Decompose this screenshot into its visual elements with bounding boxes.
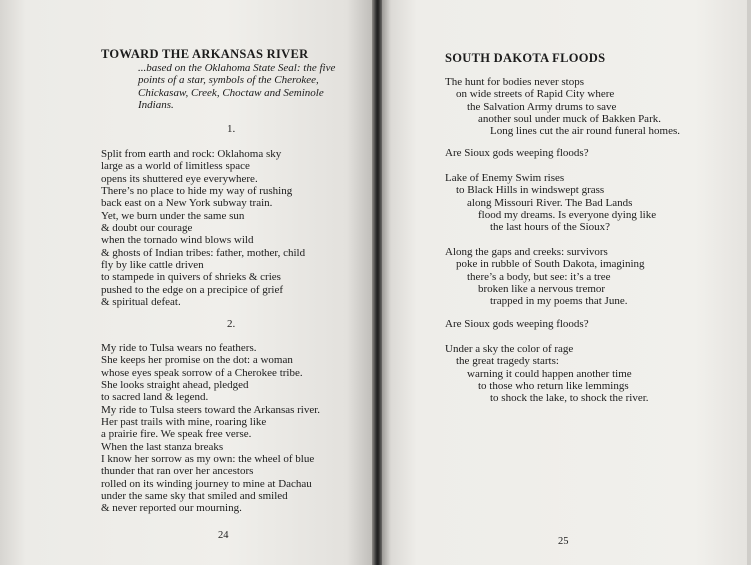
poem-line: when the tornado wind blows wild — [101, 234, 254, 247]
right-page — [377, 0, 751, 565]
page-number-left: 24 — [218, 530, 229, 541]
poem-title-south-dakota: SOUTH DAKOTA FLOODS — [445, 51, 606, 65]
poem-line: My ride to Tulsa steers toward the Arkansas river. — [101, 403, 321, 416]
stanza-3 — [445, 246, 645, 308]
section-2-stanza — [101, 342, 320, 515]
section-number-2: 2. — [227, 318, 236, 330]
poem-line: trapped in my poems that June. — [490, 295, 628, 308]
poem-line: pushed to the edge on a precipice of grief — [101, 283, 284, 296]
poem-line: under the same sky that smiled and smiled — [101, 490, 288, 503]
poem-line: When the last stanza breaks — [101, 440, 224, 453]
poem-line: & ghosts of Indian tribes: father, mother, child — [101, 246, 306, 259]
stanza-2 — [445, 172, 656, 234]
poem-line: There’s no place to hide my way of rushing — [101, 185, 293, 198]
poem-line: along Missouri River. The Bad Lands — [467, 196, 633, 209]
section-1-stanza — [101, 148, 305, 308]
poem-line: My ride to Tulsa wears no feathers. — [101, 342, 257, 354]
section-number-1: 1. — [227, 123, 236, 135]
poem-line: the great tragedy starts: — [456, 355, 559, 368]
poem-line: there’s a body, but see: it’s a tree — [467, 270, 611, 283]
stanza-4 — [445, 343, 649, 405]
poem-line: I know her sorrow as my own: the wheel of blue — [101, 453, 315, 466]
poem-line: broken like a nervous tremor — [478, 283, 606, 296]
poem-line: flood my dreams. Is everyone dying like — [478, 209, 657, 222]
poem-line: fly by like cattle driven — [101, 259, 204, 272]
poem-line: large as a world of limitless space — [101, 160, 250, 173]
poem-line: Along the gaps and creeks: survivors — [445, 246, 608, 258]
poem-line: Under a sky the color of rage — [445, 343, 574, 355]
poem-line: back east on a New York subway train. — [101, 197, 273, 210]
poem-line: the last hours of the Sioux? — [490, 221, 611, 234]
refrain-2: Are Sioux gods weeping floods? — [445, 318, 589, 330]
poem-line: to Black Hills in windswept grass — [456, 184, 605, 197]
poem-line: & doubt our courage — [101, 222, 193, 235]
poem-line: Yet, we burn under the same sun — [101, 209, 245, 222]
stanza-1 — [445, 76, 680, 138]
poem-line: Her past trails with mine, roaring like — [101, 416, 267, 429]
refrain-1: Are Sioux gods weeping floods? — [445, 147, 589, 159]
page-number-right: 25 — [558, 536, 569, 547]
poem-line: to shock the lake, to shock the river. — [490, 392, 649, 405]
poem-line: The hunt for bodies never stops — [445, 76, 584, 88]
epigraph-line: Indians. — [138, 99, 174, 112]
poem-line: Lake of Enemy Swim rises — [445, 172, 565, 184]
poem-line: to sacred land & legend. — [101, 391, 209, 404]
poem-line: She looks straight ahead, pledged — [101, 379, 249, 392]
epigraph — [138, 62, 335, 112]
poem-line: to those who return like lemmings — [478, 380, 629, 393]
poem-line: another soul under muck of Bakken Park. — [478, 113, 661, 126]
poem-line: thunder that ran over her ancestors — [101, 465, 254, 478]
poem-line: opens its shuttered eye everywhere. — [101, 172, 258, 185]
poem-line: Split from earth and rock: Oklahoma sky — [101, 148, 282, 160]
poem-line: rolled on its winding journey to mine at Dachau — [101, 477, 312, 490]
poem-line: on wide streets of Rapid City where — [456, 88, 615, 101]
poem-line: & spiritual defeat. — [101, 296, 181, 309]
poem-line: warning it could happen another time — [467, 367, 632, 380]
poem-line: poke in rubble of South Dakota, imagining — [456, 258, 645, 271]
poem-line: the Salvation Army drums to save — [467, 100, 617, 113]
epigraph-line: points of a star, symbols of the Cherokee, — [138, 74, 319, 87]
epigraph-line: Chickasaw, Creek, Choctaw and Seminole — [138, 86, 324, 99]
poem-line: whose eyes speak sorrow of a Cherokee tribe. — [101, 366, 303, 379]
page-edge — [747, 0, 751, 565]
epigraph-line: ...based on the Oklahoma State Seal: the five — [138, 62, 336, 74]
poem-line: & never reported our mourning. — [101, 502, 242, 515]
poem-line: a prairie fire. We speak free verse. — [101, 428, 252, 441]
poem-line: She keeps her promise on the dot: a woman — [101, 354, 293, 367]
poem-title-arkansas: TOWARD THE ARKANSAS RIVER — [101, 47, 309, 61]
poem-line: Long lines cut the air round funeral homes. — [490, 125, 681, 138]
book-gutter — [372, 0, 382, 565]
poem-line: to stampede in quivers of shrieks & cries — [101, 271, 281, 284]
